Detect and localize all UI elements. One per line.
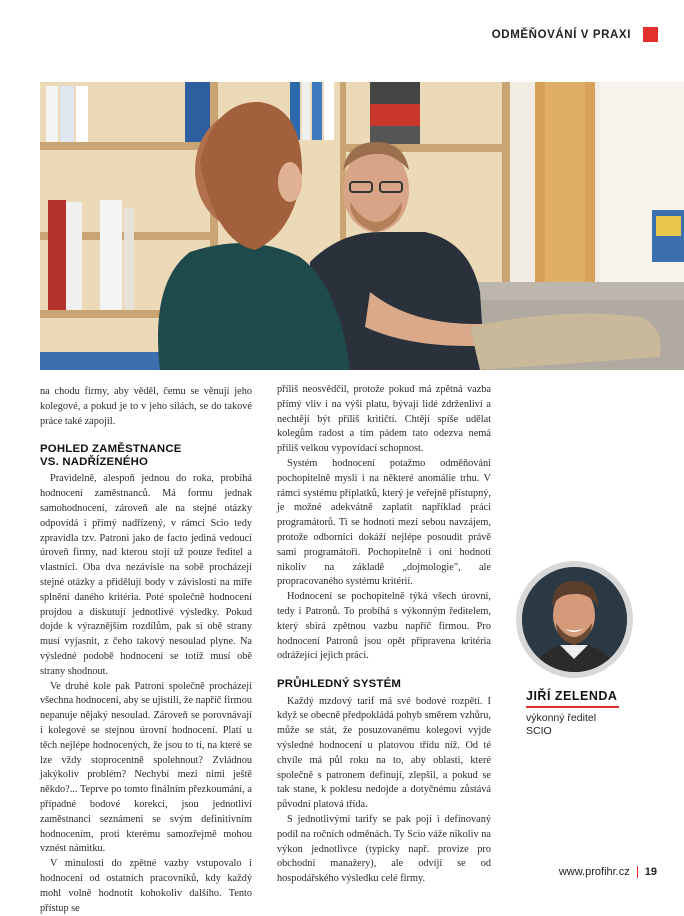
section-accent-square [643, 27, 658, 42]
footer-divider [637, 866, 638, 878]
profile-role [526, 712, 646, 738]
heading-line: VS. NADŘÍZENÉHO [40, 455, 149, 468]
paragraph: Ve druhé kole pak Patroni společně procházejí všechna hodnocení, aby se ujistili, že napříč firmou nepanuje nějaký nesoulad. Zároveň se porovnávají i kolegové se stejnou úrovní hodnocení. Platí u těch nejlépe hodnocených, že jsou to ti, na které se lze vždy stoprocentně spolehnout? Zvládnou jakýkoliv problém? Nechybí mezi nimi ještě někdo?... Teprve po tomto finálním přezkoumání, a případné bodové korekci, jsou jednotliví zaměstnanci seznámeni se svým definitivním hodnocením, proti kterému samozřejmě mohou vznést námitku. [40, 680, 252, 855]
profile-name: JIŘÍ ZELENDA [526, 689, 618, 703]
profile-role-title: výkonný ředitel [526, 712, 597, 724]
heading-line: POHLED ZAMĚSTNANCE [40, 443, 182, 456]
paragraph: S jednotlivými tarify se pak pojí i definovaný podíl na ročních odměnách. Ty Scio váže nikoliv na výkon jednotlivce (typicky např. provize pro obchodní manažery), ale odvíjí se od hospodářského výsledku celé firmy. [277, 814, 491, 885]
paragraph: V minulosti do zpětné vazby vstupovalo i hodnocení od ostatních pracovníků, kdy každý mohl volně hodnotit kohokoliv dalšího. Tento přístup se [40, 858, 252, 914]
page-number: 19 [644, 866, 657, 878]
text-column-right [277, 383, 491, 887]
paragraph: Pravidelně, alespoň jednou do roka, probíhá hodnocení zaměstnanců. Má formu jednak samohodnocení, zároveň ale na stejné otázky odpovídá i přímý nadřízený, v rámci Scio tedy zpravidla tzv. Patroni jako de facto jediná vedoucí úroveň firmy, nad kterou stojí už pouze ředitel a vlastníci. Oba dva nezávisle na sobě procházejí stejné otázky a přidělují body v závislosti na míře splnění daného kritéria. Poté společně hodnocení projdou a diskutují jednotlivé výsledky. Pokud dojde k výraznějším rozdílům, pak si obě strany musí vyjasnit, z čeho takový nesoulad plyne. Na výsledné podobě hodnocení se totiž musí obě strany shodnout. [40, 473, 252, 677]
text-column-left [40, 385, 252, 916]
section-label: ODMĚŇOVÁNÍ V PRAXI [491, 29, 631, 41]
profile-divider [526, 706, 619, 708]
paragraph: Systém hodnocení potažmo odměňování pochopitelně myslí i na některé anomálie trhu. V rámci systému příplatků, který je veřejně přístupný, je možné adekvátně zaplatit například práci programátorů. Ti se hodnotí mezi sebou navzájem, protože odborníci dokáží nejlépe posoudit právě sami programátoři. Pochopitelně i oni hodnotí nikoliv na základě „dojmologie", ale propracovaného systému kritérií. [277, 457, 491, 588]
interview-photo [40, 82, 684, 370]
profile-role-company: SCIO [526, 725, 552, 737]
paragraph: příliš neosvědčil, protože pokud má zpětná vazba přímý vliv i na výši platu, bývají lidé zdrženliví a nechtějí být příliš kritičtí. Chtějí spíše udělat kolegům radost a tím pádem tato odezva nemá příliš velkou vypovídací schopnost. [277, 384, 491, 455]
section-heading: PRŮHLEDNÝ SYSTÉM [277, 678, 402, 691]
paragraph: Každý mzdový tarif má své bodové rozpětí. I když se obecně předpokládá pohyb směrem vzhůru, může se stát, že posuzovanému kolegovi vyjde výsledné hodnocení u platovou třídu níž. Od té chvíle má půl roku na to, aby oblasti, které společně s patronem definují, zlepšil, a pokud se tak stane, k poklesu nedojde a dotyčnému zůstává původní platová třída. [277, 695, 491, 811]
avatar [522, 567, 627, 672]
paragraph: na chodu firmy, aby věděl, čemu se věnují jeho kolegové, a pokud je to v jeho silách, se do takové práce také zapojil. [40, 386, 252, 427]
page-footer [559, 866, 657, 878]
section-heading [40, 443, 252, 468]
paragraph: Hodnocení se pochopitelně týká všech úrovní, tedy i Patronů. To probíhá s výkonným ředitelem, který sbírá zpětnou vazbu napříč firmou. Pro hodnocení Patronů jsou opět připravena kritéria odrážející jejich práci. [277, 591, 491, 662]
footer-url[interactable]: www.profihr.cz [558, 866, 630, 878]
